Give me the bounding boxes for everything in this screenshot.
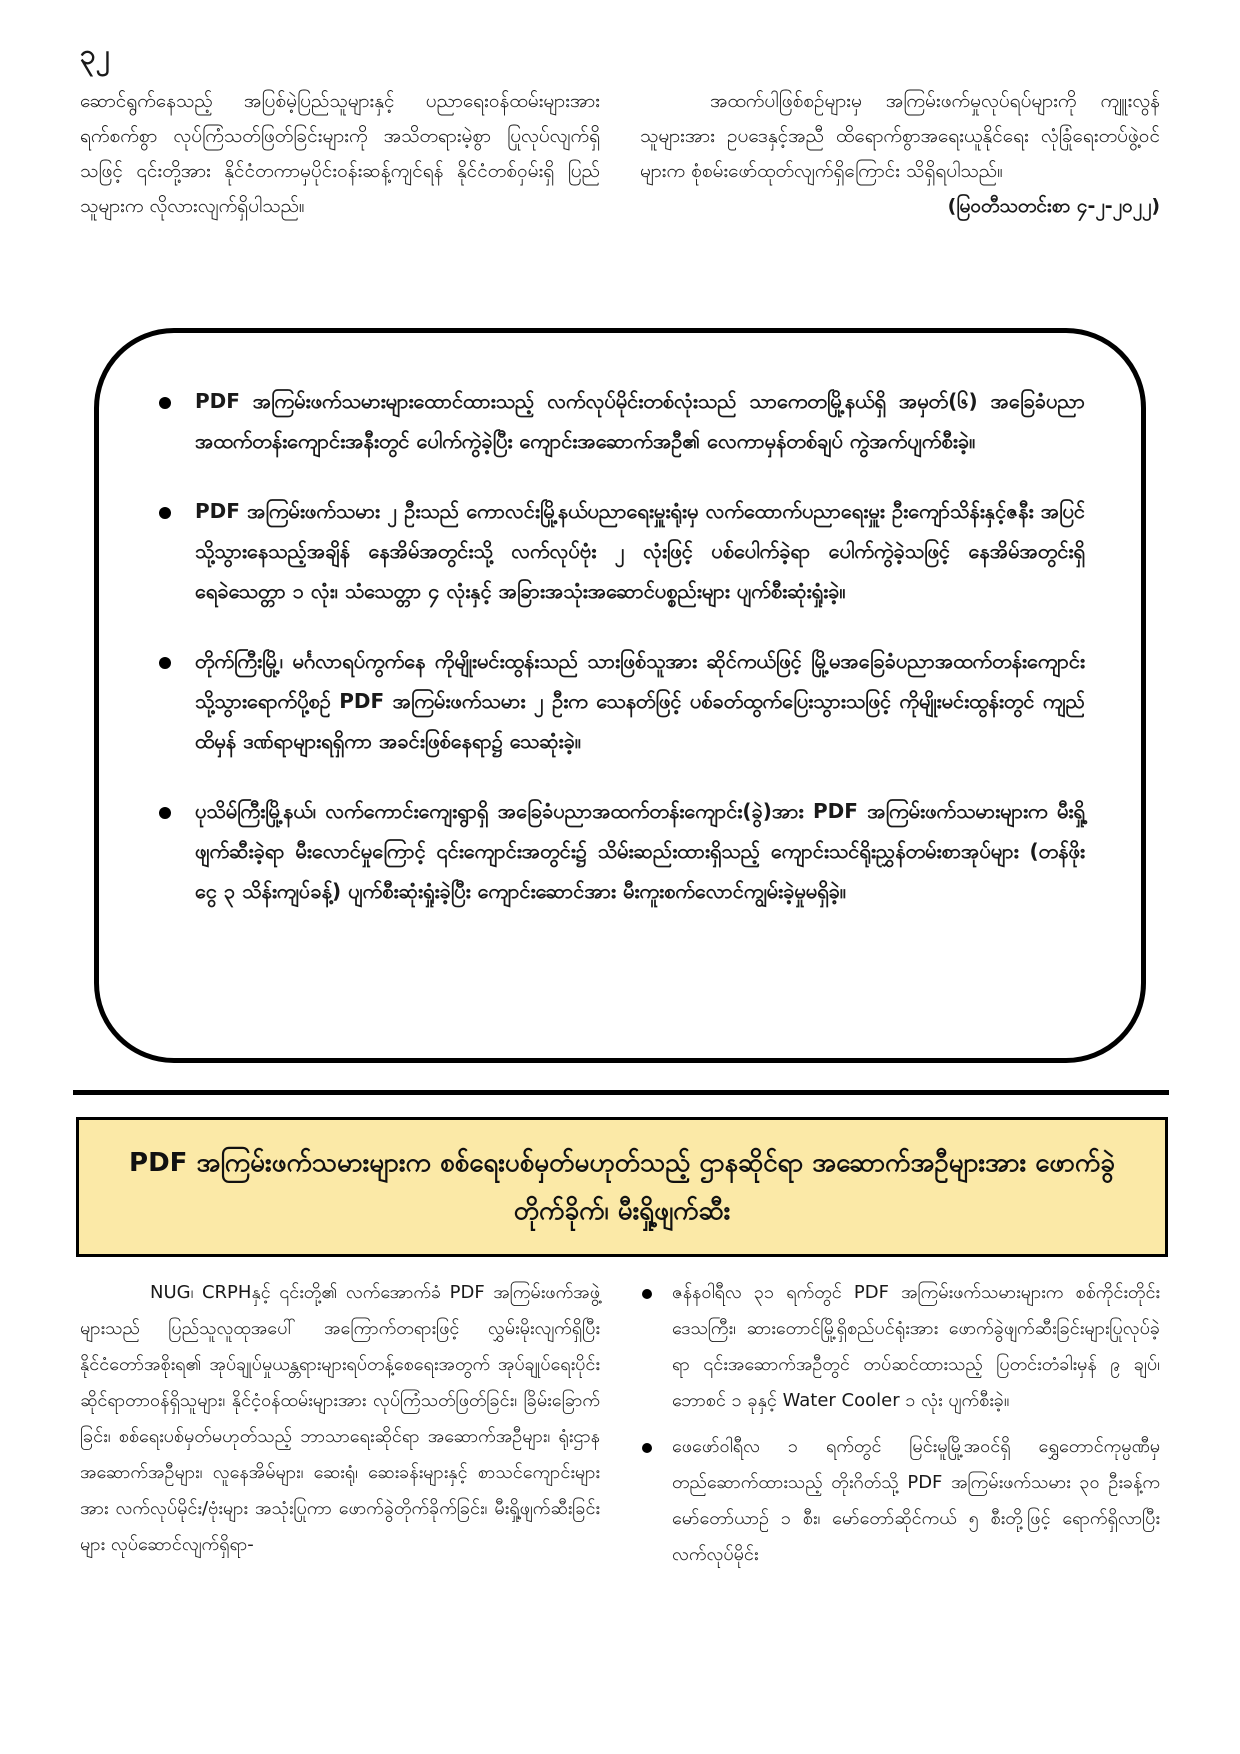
incident-item (159, 641, 1085, 761)
article-headline: PDF အကြမ်းဖက်သမားများက စစ်ရေးပစ်မှတ်မဟုတ်သည့် ဌာနဆိုင်ရာ အဆောက်အဦများအား ဖောက်ခွဲတိုက်ခိုက်၊ မီးရှို့ဖျက်ဆီး (129, 1148, 1115, 1226)
bottom-incident-item (640, 1429, 1160, 1573)
top-left-column (80, 84, 600, 224)
incident-text: PDF အကြမ်းဖက်သမား ၂ ဦးသည် ကောလင်းမြို့နယ်ပညာရေးမှူးရုံးမှ လက်ထောက်ပညာရေးမှူး ဦးကျော်သိန်းနှင့်ဇနီး အပြင်သို့သွားနေသည့်အချိန် နေအိမ်အတွင်းသို့ လက်လုပ်ဗုံး ၂ လုံးဖြင့် ပစ်ပေါက်ခဲ့ရာ ပေါက်ကွဲခဲ့သဖြင့် နေအိမ်အတွင်းရှိ ရေခဲသေတ္တာ ၁ လုံး၊ သံသေတ္တာ ၄ လုံးနှင့် အခြားအသုံးအဆောင်ပစ္စည်းများ ပျက်စီးဆုံးရှုံးခဲ့။ (195, 499, 1085, 603)
bullet-icon (642, 1443, 652, 1453)
bottom-incident-text: ဖေဖော်ဝါရီလ ၁ ရက်တွင် မြင်းမူမြို့အဝင်ရှိ ရွှေတောင်ကုမ္ပဏီမှ တည်ဆောက်ထားသည့် တိုးဂိတ်သို့ PDF အကြမ်းဖက်သမား ၃၀ ဦးခန့်က မော်တော်ယာဉ် ၁ စီး၊ မော်တော်ဆိုင်ကယ် ၅ စီးတို့ဖြင့် ရောက်ရှိလာပြီး လက်လုပ်မိုင်း (672, 1436, 1160, 1565)
bottom-left-column (80, 1275, 600, 1583)
incident-text: PDF အကြမ်းဖက်သမားများထောင်ထားသည့် လက်လုပ်မိုင်းတစ်လုံးသည် သာကေတမြို့နယ်ရှိ အမှတ်(၆) အခြေခံပညာအထက်တန်းကျောင်းအနီးတွင် ပေါက်ကွဲခဲ့ပြီး ကျောင်းအဆောက်အဦ၏ လေကာမှန်တစ်ချပ် ကွဲအက်ပျက်စီးခဲ့။ (195, 389, 1085, 453)
top-right-column (640, 84, 1160, 224)
bottom-article (80, 1275, 1160, 1583)
source-citation: (မြဝတီသတင်းစာ ၄-၂-၂၀၂၂) (947, 195, 1160, 217)
bullet-icon (159, 507, 171, 519)
page-number: ၃၂ (80, 38, 110, 71)
incident-item (159, 791, 1085, 911)
bottom-right-column (640, 1275, 1160, 1583)
top-right-paragraph: အထက်ပါဖြစ်စဉ်များမှ အကြမ်းဖက်မှုလုပ်ရပ်များကို ကျူးလွန်သူများအား ဥပဒေနှင့်အညီ ထိရောက်စွာအရေးယူနိုင်ရေး လုံခြုံရေးတပ်ဖွဲ့ဝင်များက စုံစမ်းဖော်ထုတ်လျက်ရှိကြောင်း သိရှိရပါသည်။ (640, 90, 1160, 182)
bullet-icon (642, 1289, 652, 1299)
bullet-icon (159, 657, 171, 669)
incident-list (159, 381, 1085, 911)
incident-item (159, 491, 1085, 611)
incident-text: တိုက်ကြီးမြို့၊ မင်္ဂလာရပ်ကွက်နေ ကိုမျိုးမင်းထွန်းသည် သားဖြစ်သူအား ဆိုင်ကယ်ဖြင့် မြို့မအခြေခံပညာအထက်တန်းကျောင်းသို့သွားရောက်ပို့စဉ် PDF အကြမ်းဖက်သမား ၂ ဦးက သေနတ်ဖြင့် ပစ်ခတ်ထွက်ပြေးသွားသဖြင့် ကိုမျိုးမင်းထွန်းတွင် ကျည်ထိမှန် ဒဏ်ရာများရရှိကာ အခင်းဖြစ်နေရာ၌ သေဆုံးခဲ့။ (195, 649, 1085, 753)
incident-item (159, 381, 1085, 461)
top-left-paragraph: ဆောင်ရွက်နေသည့် အပြစ်မဲ့ပြည်သူများနှင့် ပညာရေးဝန်ထမ်းများအား ရက်စက်စွာ လုပ်ကြံသတ်ဖြတ်ခြင်းများကို အသိတရားမဲ့စွာ ပြုလုပ်လျက်ရှိသဖြင့် ၎င်းတို့အား နိုင်ငံတကာမှပိုင်းဝန်းဆန့်ကျင်ရန် နိုင်ငံတစ်ဝှမ်းရှိ ပြည်သူများက လိုလားလျက်ရှိပါသည်။ (80, 90, 600, 217)
bottom-incident-text: ဇန်နဝါရီလ ၃၁ ရက်တွင် PDF အကြမ်းဖက်သမားများက စစ်ကိုင်းတိုင်းဒေသကြီး၊ ဆားတောင်မြို့ရှိစည်ပင်ရုံးအား ဖောက်ခွဲဖျက်ဆီးခြင်းများပြုလုပ်ခဲ့ရာ ၎င်းအဆောက်အဦတွင် တပ်ဆင်ထားသည့် ပြတင်းတံခါးမှန် ၉ ချပ်၊ ဘောစင် ၁ ခုနှင့် Water Cooler ၁ လုံး ပျက်စီးခဲ့။ (672, 1282, 1160, 1411)
top-article-continuation (80, 84, 1160, 224)
headline-box (76, 1117, 1168, 1257)
bullet-icon (159, 397, 171, 409)
bottom-left-paragraph: NUG၊ CRPHနှင့် ၎င်းတို့၏ လက်အောက်ခံ PDF အကြမ်းဖက်အဖွဲ့များသည် ပြည်သူလူထုအပေါ် အကြောက်တရားဖြင့် လွှမ်းမိုးလျက်ရှိပြီး နိုင်ငံတော်အစိုးရ၏ အုပ်ချုပ်မှုယန္တရားများရပ်တန့်စေရေးအတွက် အုပ်ချုပ်ရေးပိုင်းဆိုင်ရာတာဝန်ရှိသူများ၊ နိုင်ငံ့ဝန်ထမ်းများအား လုပ်ကြံသတ်ဖြတ်ခြင်း၊ ခြိမ်းခြောက်ခြင်း၊ စစ်ရေးပစ်မှတ်မဟုတ်သည့် ဘာသာရေးဆိုင်ရာ အဆောက်အဦများ၊ ရုံးဌာနအဆောက်အဦများ၊ လူနေအိမ်များ၊ ဆေးရုံ၊ ဆေးခန်းများနှင့် စာသင်ကျောင်းများအား လက်လုပ်မိုင်း/ဗုံးများ အသုံးပြုကာ ဖောက်ခွဲတိုက်ခိုက်ခြင်း၊ မီးရှို့ဖျက်ဆီးခြင်းများ လုပ်ဆောင်လျက်ရှိရာ- (80, 1282, 600, 1555)
incident-text: ပုသိမ်ကြီးမြို့နယ်၊ လက်ကောင်းကျေးရွာရှိ အခြေခံပညာအထက်တန်းကျောင်း(ခွဲ)အား PDF အကြမ်းဖက်သမားများက မီးရှို့ဖျက်ဆီးခဲ့ရာ မီးလောင်မှုကြောင့် ၎င်းကျောင်းအတွင်း၌ သိမ်းဆည်းထားရှိသည့် ကျောင်းသင်ရိုးညွှန်တမ်းစာအုပ်များ (တန်ဖိုးငွေ ၃ သိန်းကျပ်ခန့်) ပျက်စီးဆုံးရှုံးခဲ့ပြီး ကျောင်းဆောင်အား မီးကူးစက်လောင်ကျွမ်းခဲ့မှုမရှိခဲ့။ (195, 799, 1085, 903)
bullet-icon (159, 807, 171, 819)
section-divider (73, 1090, 1169, 1095)
incident-list-box (94, 328, 1146, 1063)
bottom-incident-item (640, 1275, 1160, 1419)
bottom-incident-list (640, 1275, 1160, 1573)
